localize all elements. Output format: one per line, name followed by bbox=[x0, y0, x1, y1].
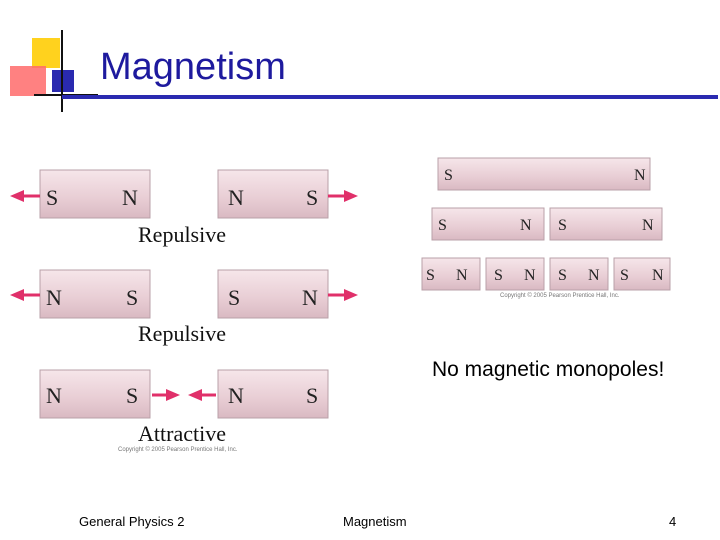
pole-label: N bbox=[456, 267, 468, 284]
arrow-inward-right bbox=[152, 389, 180, 401]
pole-label: S bbox=[126, 383, 139, 408]
arrow-right bbox=[328, 190, 358, 202]
pole-label: N bbox=[588, 267, 600, 284]
pole-label: N bbox=[302, 285, 318, 310]
copyright-left: Copyright © 2005 Pearson Prentice Hall, Inc. bbox=[118, 447, 238, 453]
pole-label: S bbox=[444, 167, 453, 184]
pole-label: S bbox=[306, 383, 319, 408]
pole-label: S bbox=[46, 185, 59, 210]
footer-course: General Physics 2 bbox=[79, 514, 185, 529]
pole-label: S bbox=[426, 267, 435, 284]
monopole-note: No magnetic monopoles! bbox=[432, 358, 665, 381]
pole-label: N bbox=[122, 185, 138, 210]
pole-label: S bbox=[558, 267, 567, 284]
pole-label: S bbox=[306, 185, 319, 210]
caption-repulsive-2: Repulsive bbox=[138, 321, 226, 346]
pole-label: N bbox=[634, 167, 646, 184]
pole-label: N bbox=[524, 267, 536, 284]
pole-label: N bbox=[652, 267, 664, 284]
pole-label: S bbox=[228, 285, 241, 310]
magnet-whole bbox=[438, 158, 650, 190]
title-underline bbox=[62, 95, 718, 99]
caption-repulsive-1: Repulsive bbox=[138, 222, 226, 247]
copyright-right: Copyright © 2005 Pearson Prentice Hall, Inc. bbox=[500, 293, 620, 299]
pole-label: N bbox=[46, 383, 62, 408]
pole-label: N bbox=[520, 217, 532, 234]
broken-magnet-diagram bbox=[418, 152, 678, 302]
pole-label: N bbox=[46, 285, 62, 310]
page-title: Magnetism bbox=[100, 46, 286, 88]
arrow-left bbox=[10, 190, 40, 202]
magnet-pairs-diagram bbox=[0, 160, 370, 460]
pole-label: S bbox=[494, 267, 503, 284]
footer-topic: Magnetism bbox=[343, 514, 407, 529]
pole-label: S bbox=[126, 285, 139, 310]
caption-attractive: Attractive bbox=[138, 421, 226, 446]
arrow-inward-left bbox=[188, 389, 216, 401]
page-number: 4 bbox=[669, 514, 677, 529]
title-logo bbox=[8, 28, 98, 114]
pole-label: N bbox=[642, 217, 654, 234]
pole-label: S bbox=[438, 217, 447, 234]
arrow-left bbox=[10, 289, 40, 301]
pole-label: N bbox=[228, 185, 244, 210]
pole-label: S bbox=[558, 217, 567, 234]
logo-red-block bbox=[10, 66, 46, 96]
arrow-right bbox=[328, 289, 358, 301]
pole-label: S bbox=[620, 267, 629, 284]
pole-label: N bbox=[228, 383, 244, 408]
logo-yellow-square bbox=[32, 38, 60, 68]
